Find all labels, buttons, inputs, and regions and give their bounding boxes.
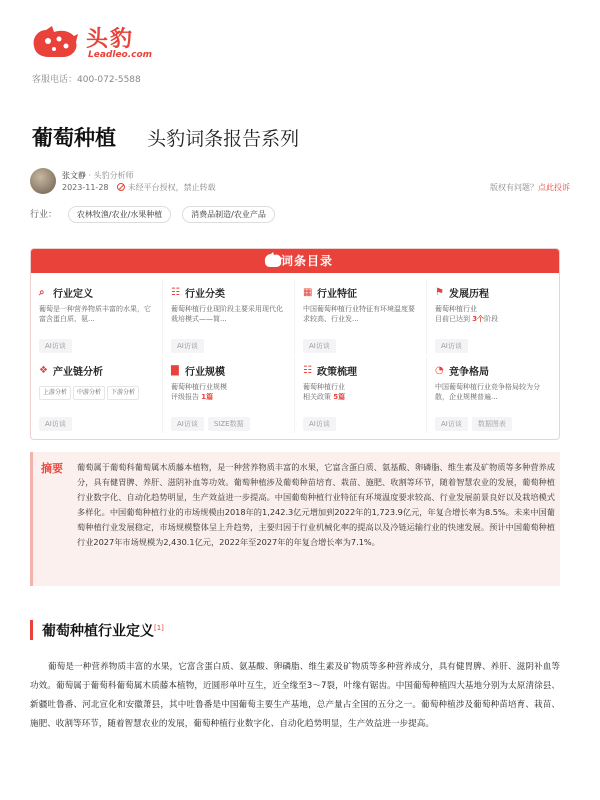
toc-item-policy[interactable]	[295, 357, 427, 433]
toc-item-title: 行业定义	[53, 289, 93, 300]
policy-doc-icon: ☷	[303, 364, 312, 376]
toc-item-desc	[171, 382, 286, 402]
ai-interview-tag[interactable]: AI访谈	[171, 339, 204, 353]
toc-item-desc	[303, 382, 418, 402]
toc-header	[31, 249, 559, 273]
author-role: · 头豹分析师	[86, 171, 134, 180]
author-name[interactable]: 张文静	[62, 171, 86, 180]
toc-item-title: 行业特征	[317, 289, 357, 300]
toc-item-title: 产业链分析	[53, 367, 103, 378]
toc-item-title: 发展历程	[449, 289, 489, 300]
upstream-tag[interactable]: 上游分析	[39, 386, 71, 400]
desc-text: 葡萄种植行业	[435, 305, 477, 313]
page-title: 葡萄种植	[32, 126, 116, 150]
downstream-tag[interactable]: 下游分析	[107, 386, 139, 400]
toc-item-industry-chain[interactable]	[31, 357, 163, 433]
ai-interview-tag[interactable]: AI访谈	[171, 417, 204, 431]
desc-count: 1篇	[201, 393, 214, 401]
bar-chart-icon: ▇	[171, 364, 179, 376]
ai-interview-tag[interactable]: AI访谈	[303, 339, 336, 353]
section-title: 葡萄种植行业定义	[42, 623, 154, 640]
grid-icon: ▦	[303, 286, 313, 298]
tree-structure-icon: ☷	[171, 286, 180, 298]
section-body: 葡萄是一种营养物质丰富的水果，它富含蛋白质、氨基酸、卵磷脂、维生素及矿物质等多种营养成分，具有健胃脾、养肝、滋阴补血等功效。葡萄属于葡萄科葡萄属木质藤本植物，近圆形单叶互生，近全缘至3～7裂，叶缘有锯齿。中国葡萄种植四大基地分别为太原清徐县、新疆吐鲁番、河北宣化和安徽萧县，其中吐鲁番是中国葡萄主要生产基地，总产量占全国的五分之一。葡萄种植涉及葡萄种苗培育、栽苗、施肥、收割等环节，随着智慧农业的发展，葡萄种植行业数字化、自动化趋势明显，生产效益进一步提高。	[30, 662, 560, 729]
summary-label: 摘要	[41, 462, 63, 475]
industry-tag[interactable]: 消费品制造/农业产品	[182, 206, 275, 223]
brand-site: Leadleo.com	[88, 50, 153, 60]
copyright-notice	[490, 182, 570, 193]
report-title	[32, 122, 299, 152]
toc-item-classification[interactable]	[163, 279, 295, 355]
size-data-tag[interactable]: SIZE数据	[208, 417, 250, 431]
brand-name: 头豹	[86, 27, 135, 52]
toc-item-desc: 葡萄是一种营养物质丰富的水果，它富含蛋白质、氨...	[39, 305, 151, 323]
ai-interview-tag[interactable]: AI访谈	[435, 339, 468, 353]
summary-box	[30, 452, 560, 586]
toc-panel	[30, 248, 560, 440]
toc-item-competition[interactable]	[427, 357, 559, 433]
toc-item-history[interactable]	[427, 279, 559, 355]
toc-item-title: 政策梳理	[317, 367, 357, 378]
prohibited-icon	[117, 183, 125, 191]
desc-text: 目前已达到	[435, 315, 470, 323]
leopard-logo-icon	[30, 24, 80, 60]
data-chart-tag[interactable]: 数据图表	[472, 417, 512, 431]
series-title: 头豹词条报告系列	[147, 128, 300, 150]
toc-item-title: 竞争格局	[449, 367, 489, 378]
desc-count: 3个	[472, 315, 485, 323]
complaint-link[interactable]: 点此投诉	[538, 183, 570, 192]
service-hotline: 客服电话：400-072-5588	[32, 75, 141, 85]
ai-interview-tag[interactable]: AI访谈	[39, 339, 72, 353]
midstream-tag[interactable]: 中游分析	[73, 386, 105, 400]
industry-label: 行业：	[30, 210, 58, 220]
reprint-warning	[117, 183, 216, 192]
publish-date: 2023-11-28	[62, 183, 109, 192]
author-line	[62, 170, 134, 181]
ai-interview-tag[interactable]: AI访谈	[39, 417, 72, 431]
toc-item-title: 行业规模	[185, 367, 225, 378]
desc-text: 葡萄种植行业规模	[171, 383, 227, 391]
toc-item-scale[interactable]	[163, 357, 295, 433]
section-heading	[30, 620, 164, 640]
ai-interview-tag[interactable]: AI访谈	[303, 417, 336, 431]
toc-item-desc	[39, 382, 154, 402]
toc-item-features[interactable]	[295, 279, 427, 355]
desc-count: 5篇	[333, 393, 346, 401]
toc-title: 词条目录	[280, 254, 334, 268]
bookmark-icon: ⚑	[435, 286, 444, 298]
publish-info	[62, 182, 216, 193]
desc-text: 相关政策	[303, 393, 331, 401]
avatar[interactable]	[30, 168, 56, 194]
reprint-warning-text: 未经平台授权，禁止转载	[127, 183, 216, 192]
toc-item-title: 行业分类	[185, 289, 225, 300]
chain-icon: ❖	[39, 364, 48, 376]
industry-tag[interactable]: 农林牧渔/农业/水果种植	[68, 206, 171, 223]
summary-text: 葡萄属于葡萄科葡萄属木质藤本植物，是一种营养物质丰富的水果，它富含蛋白质、氨基酸、卵磷脂、维生素及矿物质等多种营养成分，具有健胃脾、养肝、滋阴补血等功效。葡萄种植涉及葡萄种苗培育、栽苗、施肥、收割等环节，随着智慧农业的发展，葡萄种植行业数字化、自动化趋势明显，生产效益进一步提高。中国葡萄种植行业特征有环境温度要求较高、行业发展前景良好以及栽培模式多样化。中国葡萄种植行业的市场规模由2018年的1,242.3亿元增加到2022年的1,723.9亿元，年复合增长率为8.5%。未来中国葡萄种植行业发展稳定，市场规模整体呈上升趋势，主要归因于行业机械化率的提高以及冷链运输行业的快速发展。预计中国葡萄种植行业2027年市场规模为2,430.1亿元，2022年至2027年的年复合增长率为7.1%。	[77, 462, 555, 547]
magnifier-icon: ⌕	[39, 286, 45, 298]
desc-text: 葡萄种植行业	[303, 383, 345, 391]
footnote-ref[interactable]: [1]	[154, 624, 164, 632]
toc-item-desc: 葡萄种植行业现阶段主要采用现代化栽培模式——简...	[171, 305, 283, 323]
toc-item-desc: 中国葡萄种植行业竞争格局较为分散，企业规模普遍...	[435, 383, 540, 401]
toc-item-desc: 中国葡萄种植行业特征有环境温度要求较高、行业发...	[303, 305, 415, 323]
brand-logo[interactable]	[30, 20, 153, 70]
toc-item-definition[interactable]	[31, 279, 163, 355]
copyright-question: 版权有问题？	[490, 183, 538, 192]
pie-icon: ◔	[435, 364, 444, 376]
toc-item-desc	[435, 304, 551, 324]
desc-text: 阶段	[484, 315, 499, 323]
ai-interview-tag[interactable]: AI访谈	[435, 417, 468, 431]
desc-text: 评级报告	[171, 393, 199, 401]
industry-tags	[30, 206, 275, 223]
author-info	[30, 168, 570, 196]
